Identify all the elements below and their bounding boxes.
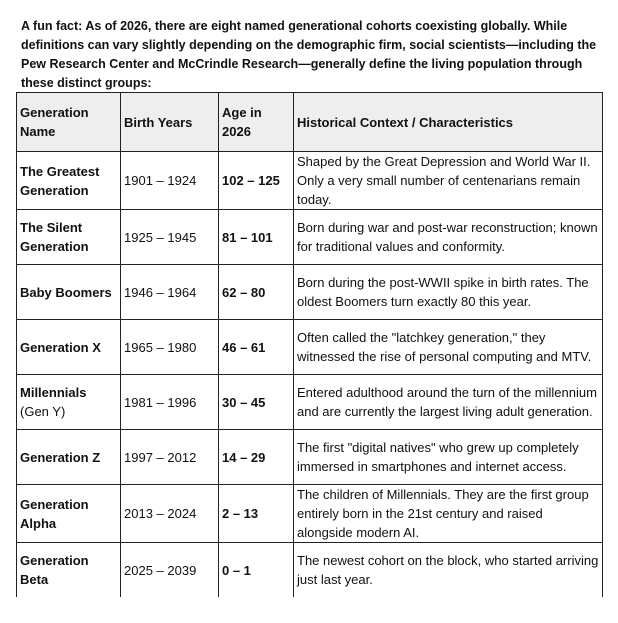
generation-name-cell — [17, 485, 121, 543]
generation-name-cell — [17, 543, 121, 598]
table-row — [17, 210, 603, 265]
header-birth-years: Birth Years — [121, 93, 219, 152]
generation-name: Generation Alpha — [20, 496, 89, 531]
header-age: Age in 2026 — [219, 93, 294, 152]
generation-name-cell — [17, 375, 121, 430]
context-cell: Born during war and post-war reconstruction; known for traditional values and conformity. — [294, 210, 603, 265]
context-cell: The children of Millennials. They are the first group entirely born in the 21st century and raised alongside modern AI. — [294, 485, 603, 543]
context-cell: Often called the "latchkey generation," they witnessed the rise of personal computing and MTV. — [294, 320, 603, 375]
context-cell: Shaped by the Great Depression and World War II. Only a very small number of centenarians remain today. — [294, 152, 603, 210]
header-generation-name: Generation Name — [17, 93, 121, 152]
generation-name-cell — [17, 152, 121, 210]
generation-name: Baby Boomers — [20, 284, 112, 300]
table-row — [17, 265, 603, 320]
birth-years-cell: 2013 – 2024 — [121, 485, 219, 543]
generation-name: The Greatest Generation — [20, 163, 100, 198]
generation-name: Generation X — [20, 339, 101, 355]
age-cell: 81 – 101 — [219, 210, 294, 265]
generation-name: Millennials — [20, 385, 87, 400]
context-cell: Entered adulthood around the turn of the millennium and are currently the largest living adult generation. — [294, 375, 603, 430]
age-cell: 14 – 29 — [219, 430, 294, 485]
table-row — [17, 430, 603, 485]
table-header-row — [17, 93, 603, 152]
table-row — [17, 320, 603, 375]
header-context: Historical Context / Characteristics — [294, 93, 603, 152]
birth-years-cell: 1925 – 1945 — [121, 210, 219, 265]
age-cell: 46 – 61 — [219, 320, 294, 375]
age-cell: 30 – 45 — [219, 375, 294, 430]
intro-paragraph: A fun fact: As of 2026, there are eight named generational cohorts coexisting globally. While definitions can vary slightly depending on the demographic firm, social scientists—including the Pew Research Center and McCrindle Research—generally define the living population through these distinct groups: — [21, 19, 597, 90]
context-cell: The first "digital natives" who grew up completely immersed in smartphones and internet access. — [294, 430, 603, 485]
table-row — [17, 152, 603, 210]
birth-years-cell: 1946 – 1964 — [121, 265, 219, 320]
context-cell: Born during the post-WWII spike in birth rates. The oldest Boomers turn exactly 80 this year. — [294, 265, 603, 320]
generation-name-cell — [17, 430, 121, 485]
birth-years-cell: 1965 – 1980 — [121, 320, 219, 375]
age-cell: 2 – 13 — [219, 485, 294, 543]
age-cell: 0 – 1 — [219, 543, 294, 598]
birth-years-cell: 1981 – 1996 — [121, 375, 219, 430]
generation-name: The Silent Generation — [20, 220, 89, 254]
birth-years-cell: 2025 – 2039 — [121, 543, 219, 598]
generation-name-cell — [17, 265, 121, 320]
generation-name: Generation Z — [20, 449, 101, 465]
table-row — [17, 485, 603, 543]
generation-name: Generation Beta — [20, 553, 89, 587]
birth-years-cell: 1997 – 2012 — [121, 430, 219, 485]
table-row — [17, 543, 603, 598]
generation-name-cell — [17, 210, 121, 265]
context-cell: The newest cohort on the block, who started arriving just last year. — [294, 543, 603, 598]
age-cell: 62 – 80 — [219, 265, 294, 320]
birth-years-cell: 1901 – 1924 — [121, 152, 219, 210]
age-cell: 102 – 125 — [219, 152, 294, 210]
generation-alt-name: (Gen Y) — [20, 404, 66, 419]
generation-name-cell — [17, 320, 121, 375]
table-row — [17, 375, 603, 430]
generations-table — [16, 92, 603, 597]
